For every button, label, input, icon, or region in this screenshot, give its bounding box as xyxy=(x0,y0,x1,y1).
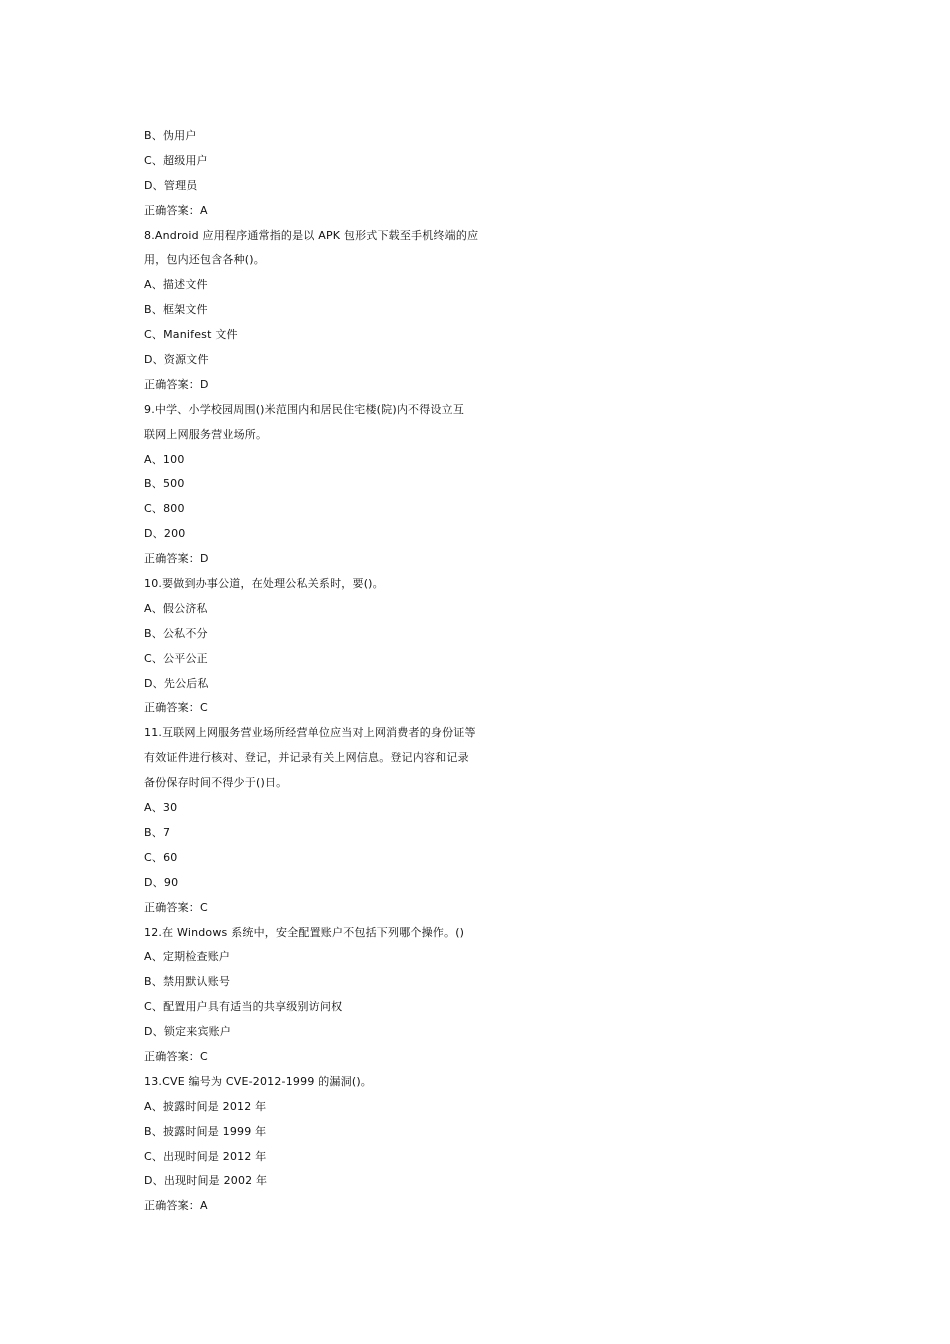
option-line: C、800 xyxy=(144,502,185,516)
document-body xyxy=(144,124,484,1219)
option-line: A、描述文件 xyxy=(144,278,208,292)
answer-line: 正确答案：C xyxy=(144,701,208,715)
question-line: 备份保存时间不得少于()日。 xyxy=(144,776,288,790)
option-line: A、披露时间是 2012 年 xyxy=(144,1099,267,1113)
option-line: D、200 xyxy=(144,527,186,541)
option-line: B、500 xyxy=(144,477,185,491)
answer-line: 正确答案：A xyxy=(144,203,208,217)
option-line: C、配置用户具有适当的共享级别访问权 xyxy=(144,1000,343,1014)
question-line: 11.互联网上网服务营业场所经营单位应当对上网消费者的身份证等 xyxy=(144,726,476,740)
question-line: 12.在 Windows 系统中，安全配置账户不包括下列哪个操作。() xyxy=(144,925,465,939)
question-line: 10.要做到办事公道，在处理公私关系时，要()。 xyxy=(144,577,384,591)
option-line: D、出现时间是 2002 年 xyxy=(144,1174,268,1188)
answer-line: 正确答案：D xyxy=(144,377,209,391)
option-line: B、禁用默认账号 xyxy=(144,975,231,989)
question-line: 8.Android 应用程序通常指的是以 APK 包形式下载至手机终端的应 xyxy=(144,228,479,242)
answer-line: 正确答案：A xyxy=(144,1199,208,1213)
option-line: C、超级用户 xyxy=(144,153,208,167)
option-line: C、出现时间是 2012 年 xyxy=(144,1149,267,1163)
option-line: B、披露时间是 1999 年 xyxy=(144,1124,267,1138)
option-line: B、7 xyxy=(144,825,171,839)
option-line: D、90 xyxy=(144,875,179,889)
option-line: B、框架文件 xyxy=(144,303,208,317)
option-line: D、资源文件 xyxy=(144,353,209,367)
option-line: D、先公后私 xyxy=(144,676,209,690)
answer-line: 正确答案：C xyxy=(144,900,208,914)
option-line: A、100 xyxy=(144,452,185,466)
option-line: D、锁定来宾账户 xyxy=(144,1025,232,1039)
question-line: 9.中学、小学校园周围()米范围内和居民住宅楼(院)内不得设立互 xyxy=(144,402,465,416)
option-line: B、伪用户 xyxy=(144,129,197,142)
answer-line: 正确答案：C xyxy=(144,1049,208,1063)
question-line: 联网上网服务营业场所。 xyxy=(144,427,268,441)
question-line: 13.CVE 编号为 CVE-2012-1999 的漏洞()。 xyxy=(144,1074,373,1088)
question-line: 有效证件进行核对、登记，并记录有关上网信息。登记内容和记录 xyxy=(144,751,469,765)
option-line: A、30 xyxy=(144,801,178,815)
option-line: C、Manifest 文件 xyxy=(144,328,238,342)
answer-line: 正确答案：D xyxy=(144,552,209,566)
question-line: 用，包内还包含各种()。 xyxy=(144,253,265,267)
option-line: A、假公济私 xyxy=(144,601,208,615)
option-line: C、公平公正 xyxy=(144,651,208,665)
option-line: A、定期检查账户 xyxy=(144,950,231,964)
option-line: D、管理员 xyxy=(144,178,198,192)
option-line: B、公私不分 xyxy=(144,626,208,640)
option-line: C、60 xyxy=(144,850,178,864)
